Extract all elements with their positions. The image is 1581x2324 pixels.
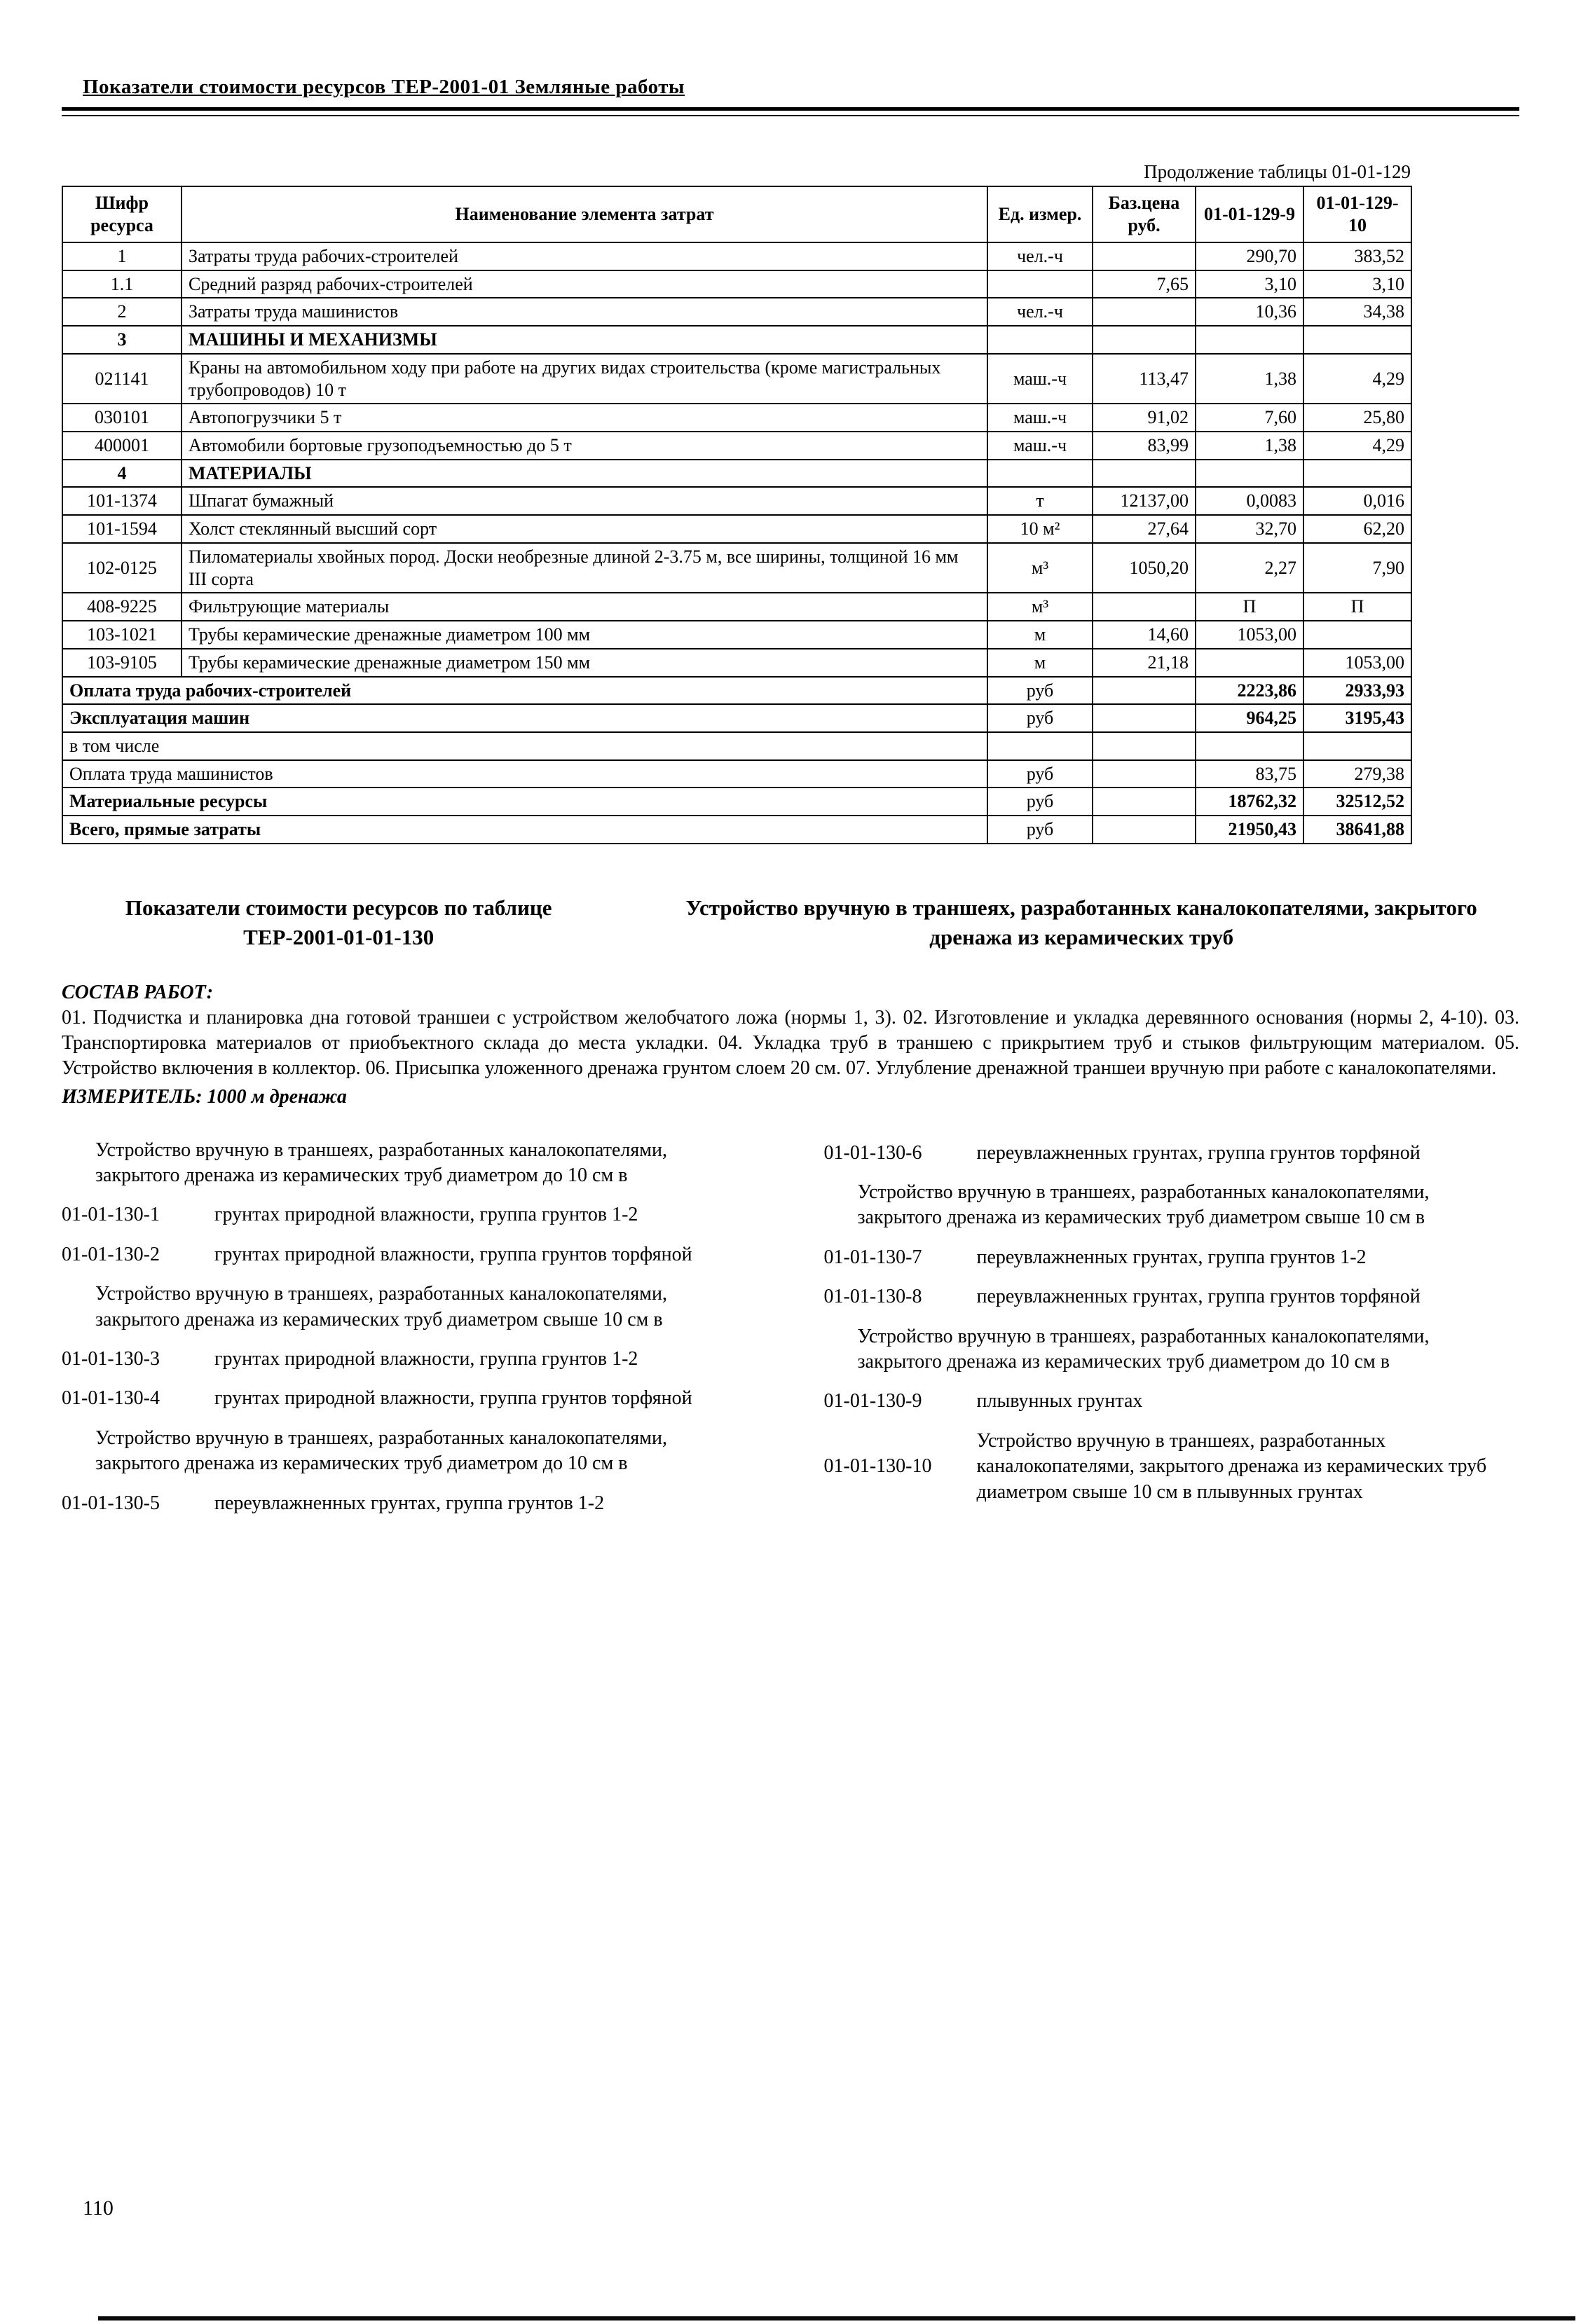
base-price-cell [1093, 677, 1196, 705]
base-price-cell: 1050,20 [1093, 543, 1196, 593]
col-header-unit: Ед. измер. [987, 186, 1093, 242]
norm-group-header: Устройство вручную в траншеях, разработанных каналокопателями, закрытого дренажа из керамических труб диаметром до 10 см в [95, 1426, 667, 1475]
summary-row [62, 677, 1411, 705]
resource-name: Автопогрузчики 5 т [182, 404, 987, 432]
section-130-titles [62, 893, 1519, 952]
resource-code: 3 [62, 326, 182, 354]
unit-cell: маш.-ч [987, 354, 1093, 404]
measure-value: 1000 м дренажа [207, 1085, 347, 1108]
resource-code: 408-9225 [62, 593, 182, 621]
table-row [62, 593, 1411, 621]
value-129-9-cell [1196, 649, 1303, 677]
resource-code: 030101 [62, 404, 182, 432]
value-129-10-cell: 32512,52 [1303, 788, 1411, 816]
summary-row [62, 816, 1411, 844]
base-price-cell [1093, 760, 1196, 788]
norm-code: 01-01-130-5 [62, 1492, 160, 1514]
norm-description: грунтах природной влажности, группа грунтов торфяной [214, 1243, 692, 1265]
value-129-9-cell [1196, 460, 1303, 488]
value-129-10-cell [1303, 326, 1411, 354]
resource-name: Средний разряд рабочих-строителей [182, 270, 987, 298]
base-price-cell [1093, 732, 1196, 760]
unit-cell: м [987, 621, 1093, 649]
base-price-cell: 14,60 [1093, 621, 1196, 649]
unit-cell [987, 460, 1093, 488]
unit-cell: маш.-ч [987, 432, 1093, 460]
norm-description: Устройство вручную в траншеях, разработанных каналокопателями, закрытого дренажа из керамических труб диаметром свыше 10 см в плывунных грунтах [976, 1429, 1487, 1503]
norm-item [62, 1242, 758, 1267]
table-row [62, 242, 1411, 270]
norm-item [824, 1284, 1520, 1309]
norm-item [824, 1389, 1520, 1414]
resource-code: 2 [62, 298, 182, 326]
norm-description: переувлажненных грунтах, группа грунтов 1-2 [976, 1246, 1367, 1268]
value-129-9-cell: 964,25 [1196, 704, 1303, 732]
table-row [62, 621, 1411, 649]
norm-group-header: Устройство вручную в траншеях, разработанных каналокопателями, закрытого дренажа из керамических труб диаметром свыше 10 см в [857, 1181, 1430, 1229]
value-129-9-cell: 290,70 [1196, 242, 1303, 270]
section-130-right-title: Устройство вручную в траншеях, разработанных каналокопателями, закрытого дренажа из керамических труб [685, 895, 1477, 949]
unit-cell: руб [987, 788, 1093, 816]
summary-row [62, 788, 1411, 816]
value-129-10-cell [1303, 732, 1411, 760]
value-129-10-cell: 2933,93 [1303, 677, 1411, 705]
value-129-10-cell: 383,52 [1303, 242, 1411, 270]
table-header-row [62, 186, 1411, 242]
norm-description: грунтах природной влажности, группа грунтов торфяной [214, 1387, 692, 1410]
norm-code: 01-01-130-10 [823, 1455, 932, 1478]
value-129-9-cell [1196, 326, 1303, 354]
value-129-10-cell: 7,90 [1303, 543, 1411, 593]
norm-description: переувлажненных грунтах, группа грунтов торфяной [976, 1141, 1421, 1164]
norm-group-header: Устройство вручную в траншеях, разработанных каналокопателями, закрытого дренажа из керамических труб диаметром свыше 10 см в [95, 1283, 667, 1331]
norm-list-left-column [62, 1127, 758, 1530]
table-row [62, 487, 1411, 515]
value-129-9-cell: 32,70 [1196, 515, 1303, 543]
resource-code: 101-1594 [62, 515, 182, 543]
value-129-9-cell [1196, 732, 1303, 760]
unit-cell: т [987, 487, 1093, 515]
resource-name: МАТЕРИАЛЫ [182, 460, 987, 488]
value-129-10-cell [1303, 460, 1411, 488]
norm-description: грунтах природной влажности, группа грунтов 1-2 [214, 1204, 638, 1226]
norm-item [62, 1491, 758, 1516]
norm-description: грунтах природной влажности, группа грунтов 1-2 [214, 1348, 638, 1370]
norm-group-header: Устройство вручную в траншеях, разработанных каналокопателями, закрытого дренажа из керамических труб диаметром до 10 см в [857, 1325, 1430, 1373]
table-row [62, 354, 1411, 404]
resource-table-body [62, 242, 1411, 844]
unit-cell: м [987, 649, 1093, 677]
resource-code: 021141 [62, 354, 182, 404]
resource-name: Шпагат бумажный [182, 487, 987, 515]
unit-cell: руб [987, 816, 1093, 844]
resource-name: Затраты труда машинистов [182, 298, 987, 326]
norm-code: 01-01-130-4 [62, 1387, 160, 1410]
norm-code: 01-01-130-7 [823, 1246, 922, 1268]
value-129-9-cell: 1,38 [1196, 432, 1303, 460]
value-129-10-cell [1303, 621, 1411, 649]
resource-table-section [62, 161, 1411, 844]
value-129-10-cell: 279,38 [1303, 760, 1411, 788]
norm-description: переувлажненных грунтах, группа грунтов 1-2 [214, 1492, 605, 1514]
table-row [62, 543, 1411, 593]
base-price-cell [1093, 788, 1196, 816]
value-129-9-cell: П [1196, 593, 1303, 621]
unit-cell: чел.-ч [987, 298, 1093, 326]
row-label: Оплата труда машинистов [62, 760, 987, 788]
norm-code: 01-01-130-1 [62, 1204, 160, 1226]
resource-name: Холст стеклянный высший сорт [182, 515, 987, 543]
value-129-9-cell: 0,0083 [1196, 487, 1303, 515]
value-129-9-cell: 1053,00 [1196, 621, 1303, 649]
resource-name: Пиломатериалы хвойных пород. Доски необрезные длиной 2-3.75 м, все ширины, толщиной 16 мм III сорта [182, 543, 987, 593]
base-price-cell [1093, 242, 1196, 270]
header-rule [62, 107, 1519, 116]
norm-description: плывунных грунтах [976, 1390, 1143, 1412]
work-composition-text: 01. Подчистка и планировка дна готовой траншеи с устройством желобчатого ложа (нормы 1, 3). 02. Изготовление и укладка деревянного основания (нормы 2, 4-10). 03. Транспортировка материалов от приобъектного склада до места укладки. 04. Укладка труб в траншею с прикрытием труб и стыков фильтрующим материалом. 05. Устройство включения в коллектор. 06. Присыпка уложенного дренажа грунтом слоем 20 см. 07. Углубление дренажной траншеи вручную при работе с каналокопателями. [62, 1006, 1519, 1080]
resource-name: Трубы керамические дренажные диаметром 150 мм [182, 649, 987, 677]
page-header: Показатели стоимости ресурсов ТЕР-2001-01 Земляные работы [83, 76, 685, 98]
row-label: Материальные ресурсы [62, 788, 987, 816]
base-price-cell [1093, 704, 1196, 732]
resource-name: Краны на автомобильном ходу при работе на других видах строительства (кроме магистральных трубопроводов) 10 т [182, 354, 987, 404]
resource-code: 101-1374 [62, 487, 182, 515]
unit-cell: м³ [987, 543, 1093, 593]
resource-code: 103-1021 [62, 621, 182, 649]
norm-item [62, 1347, 758, 1372]
table-row [62, 460, 1411, 488]
norm-group-header: Устройство вручную в траншеях, разработанных каналокопателями, закрытого дренажа из керамических труб диаметром до 10 см в [95, 1139, 667, 1187]
value-129-10-cell: 3,10 [1303, 270, 1411, 298]
work-composition-label: СОСТАВ РАБОТ: [62, 981, 214, 1003]
unit-cell [987, 732, 1093, 760]
value-129-10-cell: 38641,88 [1303, 816, 1411, 844]
value-129-10-cell: 34,38 [1303, 298, 1411, 326]
norm-code: 01-01-130-3 [62, 1348, 160, 1370]
section-130-left-title: Показатели стоимости ресурсов по таблице ТЕР-2001-01-01-130 [125, 895, 552, 949]
value-129-10-cell: 4,29 [1303, 432, 1411, 460]
resource-cost-table [62, 186, 1412, 844]
summary-row [62, 732, 1411, 760]
unit-cell: руб [987, 704, 1093, 732]
value-129-9-cell: 2,27 [1196, 543, 1303, 593]
norm-list [62, 1127, 1519, 1530]
norm-code: 01-01-130-2 [62, 1243, 160, 1265]
col-header-129-9: 01-01-129-9 [1196, 186, 1303, 242]
value-129-9-cell: 7,60 [1196, 404, 1303, 432]
row-label: Всего, прямые затраты [62, 816, 987, 844]
table-continuation-caption: Продолжение таблицы 01-01-129 [1144, 161, 1411, 182]
resource-name: Затраты труда рабочих-строителей [182, 242, 987, 270]
norm-item [62, 1202, 758, 1228]
resource-name: Трубы керамические дренажные диаметром 100 мм [182, 621, 987, 649]
measure-label: ИЗМЕРИТЕЛЬ: [62, 1085, 203, 1108]
resource-name: Фильтрующие материалы [182, 593, 987, 621]
value-129-10-cell: 62,20 [1303, 515, 1411, 543]
value-129-10-cell: 3195,43 [1303, 704, 1411, 732]
table-row [62, 326, 1411, 354]
norm-item [824, 1245, 1520, 1270]
base-price-cell: 91,02 [1093, 404, 1196, 432]
unit-cell [987, 326, 1093, 354]
norm-code: 01-01-130-9 [823, 1390, 922, 1412]
base-price-cell: 83,99 [1093, 432, 1196, 460]
table-row [62, 298, 1411, 326]
base-price-cell [1093, 298, 1196, 326]
value-129-10-cell: П [1303, 593, 1411, 621]
resource-code: 400001 [62, 432, 182, 460]
norm-list-right-column [824, 1127, 1520, 1530]
base-price-cell [1093, 816, 1196, 844]
base-price-cell: 113,47 [1093, 354, 1196, 404]
resource-code: 4 [62, 460, 182, 488]
norm-item [824, 1429, 1520, 1505]
col-header-name: Наименование элемента затрат [182, 186, 987, 242]
resource-code: 102-0125 [62, 543, 182, 593]
col-header-code: Шифр ресурса [62, 186, 182, 242]
unit-cell: маш.-ч [987, 404, 1093, 432]
table-row [62, 649, 1411, 677]
unit-cell [987, 270, 1093, 298]
value-129-10-cell: 0,016 [1303, 487, 1411, 515]
row-label: Эксплуатация машин [62, 704, 987, 732]
value-129-9-cell: 83,75 [1196, 760, 1303, 788]
norm-item [62, 1386, 758, 1411]
value-129-9-cell: 2223,86 [1196, 677, 1303, 705]
table-row [62, 432, 1411, 460]
resource-code: 103-9105 [62, 649, 182, 677]
unit-cell: 10 м² [987, 515, 1093, 543]
col-header-129-10: 01-01-129-10 [1303, 186, 1411, 242]
value-129-9-cell: 3,10 [1196, 270, 1303, 298]
norm-description: переувлажненных грунтах, группа грунтов торфяной [976, 1286, 1421, 1308]
unit-cell: м³ [987, 593, 1093, 621]
value-129-10-cell: 1053,00 [1303, 649, 1411, 677]
base-price-cell [1093, 460, 1196, 488]
summary-row [62, 704, 1411, 732]
value-129-9-cell: 10,36 [1196, 298, 1303, 326]
unit-cell: чел.-ч [987, 242, 1093, 270]
norm-item [824, 1141, 1520, 1166]
base-price-cell: 21,18 [1093, 649, 1196, 677]
norm-code: 01-01-130-8 [823, 1286, 922, 1308]
base-price-cell: 7,65 [1093, 270, 1196, 298]
table-row [62, 515, 1411, 543]
row-label: Оплата труда рабочих-строителей [62, 677, 987, 705]
table-row [62, 270, 1411, 298]
value-129-10-cell: 25,80 [1303, 404, 1411, 432]
value-129-9-cell: 21950,43 [1196, 816, 1303, 844]
resource-name: МАШИНЫ И МЕХАНИЗМЫ [182, 326, 987, 354]
norm-code: 01-01-130-6 [823, 1141, 922, 1164]
base-price-cell [1093, 326, 1196, 354]
summary-row [62, 760, 1411, 788]
measure-line [62, 1086, 1519, 1108]
base-price-cell: 27,64 [1093, 515, 1196, 543]
table-row [62, 404, 1411, 432]
resource-name: Автомобили бортовые грузоподъемностью до 5 т [182, 432, 987, 460]
col-header-base-price: Баз.цена руб. [1093, 186, 1196, 242]
value-129-9-cell: 1,38 [1196, 354, 1303, 404]
value-129-10-cell: 4,29 [1303, 354, 1411, 404]
base-price-cell: 12137,00 [1093, 487, 1196, 515]
resource-code: 1.1 [62, 270, 182, 298]
row-label: в том числе [62, 732, 987, 760]
value-129-9-cell: 18762,32 [1196, 788, 1303, 816]
unit-cell: руб [987, 760, 1093, 788]
unit-cell: руб [987, 677, 1093, 705]
resource-code: 1 [62, 242, 182, 270]
base-price-cell [1093, 593, 1196, 621]
page-number: 110 [83, 2196, 114, 2220]
scan-edge-artifact [98, 2316, 1575, 2320]
